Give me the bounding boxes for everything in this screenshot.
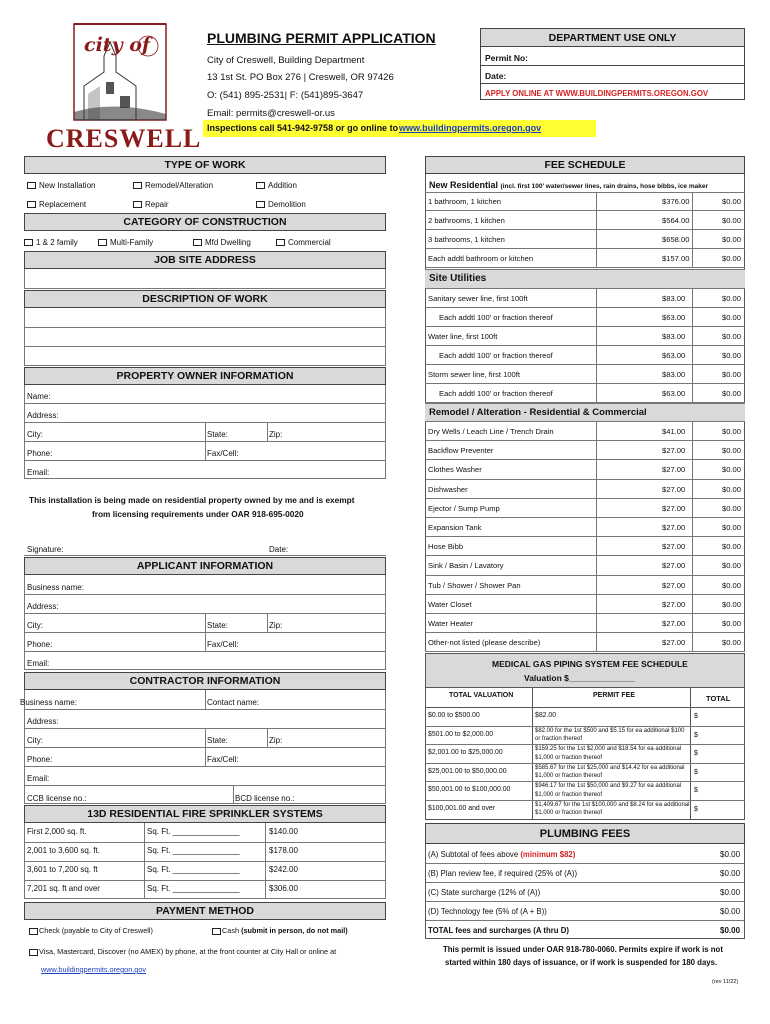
fee-total[interactable]: $0.00	[722, 465, 742, 475]
page-title: PLUMBING PERMIT APPLICATION	[207, 30, 436, 46]
fee-total[interactable]: $0.00	[722, 351, 742, 360]
owner-fax-field[interactable]: Fax/Cell:	[207, 449, 239, 458]
fee-total[interactable]: $0.00	[722, 446, 742, 456]
fee-amount: $27.00	[662, 561, 686, 571]
opt-commercial[interactable]: Commercial	[276, 238, 331, 247]
sprinkler-sqft-input[interactable]: Sq. Ft. _______________	[147, 827, 240, 836]
fee-amount: $564.00	[662, 216, 690, 225]
fee-row	[425, 441, 745, 460]
contractor-zip-field[interactable]: Zip:	[269, 736, 283, 745]
fee-row	[425, 556, 745, 575]
sprinkler-sqft-input[interactable]: Sq. Ft. _______________	[147, 865, 240, 874]
contractor-ccb-field[interactable]: CCB license no.:	[27, 794, 87, 803]
fee-row	[425, 518, 745, 537]
fee-row	[425, 308, 745, 327]
medgas-col-total: TOTAL	[706, 694, 731, 703]
permit-expiry-note-1: This permit is issued under OAR 918-780-0060. Permits expire if work is not	[443, 945, 723, 954]
fee-amount: $27.00	[662, 542, 686, 552]
sprinkler-sqft-input[interactable]: Sq. Ft. _______________	[147, 846, 240, 855]
owner-zip-field[interactable]: Zip:	[269, 430, 283, 439]
medgas-range: $2,001.00 to $25,000.00	[428, 749, 503, 756]
fee-label: Water line, first 100ft	[428, 332, 498, 341]
fee-label: 2 bathrooms, 1 kitchen	[428, 216, 505, 225]
fee-total[interactable]: $0.00	[722, 523, 742, 532]
fee-total[interactable]: $0.00	[722, 294, 742, 303]
contractor-bcd-field[interactable]: BCD license no.:	[235, 794, 295, 803]
fee-row	[425, 499, 745, 518]
checkbox-icon[interactable]	[256, 182, 265, 189]
medgas-range: $501.00 to $2,000.00	[428, 730, 494, 738]
contractor-business-field[interactable]: Business name:	[20, 698, 77, 707]
fee-amount: $83.00	[662, 370, 686, 379]
pay-cash-option[interactable]: Cash (submit in person, do not mail)	[212, 926, 348, 935]
fee-total[interactable]: $0.00	[722, 313, 742, 322]
fee-total[interactable]: $0.00	[722, 580, 742, 590]
org-name: City of Creswell, Building Department	[207, 55, 365, 66]
medgas-total[interactable]: $	[694, 713, 698, 720]
contractor-city-field[interactable]: City:	[27, 736, 43, 745]
applicant-zip-field[interactable]: Zip:	[269, 621, 283, 630]
fee-label: Each addtl 100' or fraction thereof	[439, 313, 553, 322]
medgas-range: $0.00 to $500.00	[428, 712, 480, 719]
fee-label: Expansion Tank	[428, 523, 482, 532]
fee-amount: $376.00	[662, 197, 690, 206]
applicant-header: APPLICANT INFORMATION	[24, 557, 386, 575]
fee-row	[425, 480, 745, 499]
opt-remodel[interactable]: Remodel/Alteration	[133, 181, 213, 190]
contractor-phone-field[interactable]: Phone:	[27, 755, 53, 764]
pay-check-option[interactable]: Check (payable to City of Creswell)	[29, 926, 153, 935]
owner-signature-field[interactable]: Signature:	[27, 545, 64, 554]
fee-row	[425, 289, 745, 308]
fee-label: Each addtl 100' or fraction thereof	[439, 389, 553, 398]
contractor-email-field[interactable]: Email:	[27, 774, 50, 783]
medgas-total[interactable]: $	[694, 787, 698, 794]
site-utilities-title: Site Utilities	[429, 273, 487, 284]
fee-label: Each addtl bathroom or kitchen	[428, 254, 534, 263]
fee-row	[425, 211, 745, 230]
medgas-title: MEDICAL GAS PIPING SYSTEM FEE SCHEDULE	[492, 659, 688, 669]
fee-a-total: $0.00	[720, 850, 741, 859]
fee-row	[425, 249, 745, 268]
fee-total[interactable]: $0.00	[722, 389, 742, 398]
fee-c-label: (C) State surcharge (12% of (A))	[428, 888, 541, 897]
checkbox-icon[interactable]	[276, 239, 285, 246]
fee-total[interactable]: $0.00	[722, 484, 742, 494]
medgas-header	[425, 653, 745, 688]
medgas-range: $100,001.00 and over	[428, 804, 496, 812]
fee-b-total: $0.00	[720, 869, 741, 878]
fee-row	[425, 537, 745, 556]
medgas-row	[425, 727, 745, 746]
inspections-link[interactable]: www.buildingpermits.oregon.gov	[399, 123, 542, 133]
fee-amount: $83.00	[662, 294, 686, 303]
medgas-row	[425, 745, 745, 764]
plumbing-fees-header: PLUMBING FEES	[425, 823, 745, 844]
fee-label: Other-not listed (please describe)	[428, 638, 541, 648]
fee-total[interactable]: $0.00	[722, 561, 742, 571]
medgas-fee: $585.67 for the 1st $25,000 and $14.42 for ea additional $1,000 or fraction thereof	[535, 764, 685, 780]
medgas-row	[425, 708, 745, 727]
fee-label: Sanitary sewer line, first 100ft	[428, 294, 528, 303]
exempt-statement-1: This installation is being made on residential property owned by me and is exempt	[29, 495, 355, 505]
inspections-text: Inspections call 541-942-9758 or go online to	[207, 123, 399, 133]
fee-d-label: (D) Technology fee (5% of (A + B))	[428, 907, 547, 916]
fee-row	[425, 422, 745, 441]
fee-total-label: TOTAL fees and surcharges (A thru D)	[428, 926, 569, 935]
org-phone: O: (541) 895-2531| F: (541)895-3647	[207, 90, 364, 101]
owner-signature-date[interactable]: Date:	[269, 545, 289, 554]
site-utilities-bar	[425, 269, 745, 289]
checkbox-icon[interactable]	[29, 928, 38, 935]
fee-label: Backflow Preventer	[428, 446, 494, 456]
remodel-title: Remodel / Alteration - Residential & Commercial	[429, 407, 647, 418]
sprinkler-fee: $140.00	[269, 827, 298, 836]
fee-total[interactable]: $0.00	[722, 542, 742, 552]
applicant-email-field[interactable]: Email:	[27, 659, 50, 668]
permit-expiry-note-2: started within 180 days of issuance, or if work is suspended for 180 days.	[445, 958, 718, 967]
checkbox-icon[interactable]	[193, 239, 202, 246]
opt-addition[interactable]: Addition	[256, 181, 297, 190]
logo-creswell: CRESWELL	[46, 124, 202, 153]
contractor-state-field[interactable]: State:	[207, 736, 228, 745]
fee-label: 3 bathrooms, 1 kitchen	[428, 235, 505, 244]
logo-city-of: city of	[84, 34, 151, 56]
description-field[interactable]	[24, 308, 386, 366]
checkbox-icon[interactable]	[256, 201, 265, 208]
job-site-field[interactable]	[24, 269, 386, 289]
fee-total[interactable]: $0.00	[722, 235, 742, 244]
org-email: Email: permits@creswell-or.us	[207, 108, 335, 119]
sprinkler-range: 2,001 to 3,600 sq. ft.	[27, 846, 100, 855]
medgas-valuation-field[interactable]: Valuation $______________	[524, 673, 636, 683]
fee-row	[425, 614, 745, 633]
fee-row	[425, 576, 745, 595]
checkbox-icon[interactable]	[29, 949, 38, 956]
fee-row	[425, 633, 745, 652]
fee-total-value: $0.00	[720, 926, 741, 935]
contractor-address-field[interactable]: Address:	[27, 717, 59, 726]
fee-d-total: $0.00	[720, 907, 741, 916]
permit-no-field[interactable]: Permit No:	[485, 53, 528, 63]
dept-use-box	[480, 28, 745, 100]
fee-amount: $27.00	[662, 465, 686, 475]
fee-label: Water Heater	[428, 619, 473, 628]
category-header: CATEGORY OF CONSTRUCTION	[24, 213, 386, 231]
revision-note: (rev 11/22)	[712, 979, 739, 985]
fee-row	[425, 460, 745, 479]
fee-label: Sink / Basin / Lavatory	[428, 561, 504, 571]
opt-multi-family[interactable]: Multi-Family	[98, 238, 153, 247]
opt-replacement[interactable]: Replacement	[27, 200, 86, 209]
fee-amount: $27.00	[662, 503, 686, 513]
contractor-header: CONTRACTOR INFORMATION	[24, 672, 386, 690]
sprinkler-fee: $178.00	[269, 846, 298, 855]
owner-phone-field[interactable]: Phone:	[27, 449, 53, 458]
medgas-fee: $159.25 for the 1st $2,000 and $18.54 for ea additional $1,000 or fraction thereof	[535, 746, 682, 761]
description-header: DESCRIPTION OF WORK	[24, 290, 386, 308]
medgas-range: $50,001.00 to $100,000.00	[428, 786, 511, 793]
fee-total[interactable]: $0.00	[722, 427, 742, 436]
fee-row	[425, 365, 745, 384]
medgas-fee: $946.17 for the 1st $50,000 and $9.27 for ea additional $1,000 or fraction thereof	[535, 783, 682, 798]
medgas-total[interactable]: $	[694, 750, 698, 757]
medgas-fee: $82.00 for the 1st $500 and $5.15 for ea additional $100 or fraction thereof	[535, 727, 685, 743]
fee-c-total: $0.00	[720, 888, 741, 897]
fee-amount: $27.00	[662, 638, 686, 648]
medgas-fee: $82.00	[535, 712, 557, 719]
fee-amount: $83.00	[662, 332, 686, 341]
applicant-city-field[interactable]: City:	[27, 621, 43, 630]
job-site-header: JOB SITE ADDRESS	[24, 251, 386, 269]
contractor-contact-field[interactable]: Contact name:	[207, 698, 260, 707]
fee-amount: $27.00	[662, 619, 686, 628]
medgas-row	[425, 782, 745, 801]
opt-demolition[interactable]: Demolition	[256, 200, 306, 209]
applicant-fax-field[interactable]: Fax/Cell:	[207, 640, 239, 649]
contractor-block	[24, 690, 386, 804]
type-of-work-header: TYPE OF WORK	[24, 156, 386, 174]
checkbox-icon[interactable]	[27, 182, 36, 189]
applicant-state-field[interactable]: State:	[207, 621, 228, 630]
checkbox-icon[interactable]	[27, 201, 36, 208]
owner-email-field[interactable]: Email:	[27, 468, 50, 477]
applicant-address-field[interactable]: Address:	[27, 602, 59, 611]
owner-block	[24, 385, 386, 479]
applicant-phone-field[interactable]: Phone:	[27, 640, 53, 649]
fee-label: Water Closet	[428, 599, 472, 609]
fee-label: Dishwasher	[428, 484, 468, 494]
fee-amount: $27.00	[662, 599, 686, 609]
pay-card-option[interactable]: Visa, Mastercard, Discover (no AMEX) by phone, at the front counter at City Hall or online at	[29, 947, 336, 956]
fee-label: Each addtl 100' or fraction thereof	[439, 351, 553, 360]
fee-label: 1 bathroom, 1 kitchen	[428, 197, 502, 206]
fee-amount: $63.00	[662, 351, 686, 360]
sprinkler-fee: $306.00	[269, 884, 298, 893]
medgas-total[interactable]: $	[694, 805, 698, 813]
fee-amount: $27.00	[662, 580, 686, 590]
apply-online-text: APPLY ONLINE AT WWW.BUILDINGPERMITS.OREGON.GOV	[485, 89, 709, 98]
opt-mfd-dwelling[interactable]: Mfd Dwelling	[193, 238, 251, 247]
sprinkler-fee: $242.00	[269, 865, 298, 874]
checkbox-icon[interactable]	[98, 239, 107, 246]
fee-row	[425, 327, 745, 346]
medgas-total[interactable]: $	[694, 768, 698, 776]
fee-amount: $157.00	[662, 254, 690, 263]
fee-label: Dry Wells / Leach Line / Trench Drain	[428, 427, 554, 436]
fee-amount: $27.00	[662, 446, 686, 456]
owner-name-field[interactable]: Name:	[27, 392, 51, 401]
date-field[interactable]: Date:	[485, 71, 507, 81]
fee-a-label: (A) Subtotal of fees above (minimum $82)	[428, 850, 576, 859]
fee-label: Storm sewer line, first 100ft	[428, 370, 521, 379]
owner-city-field[interactable]: City:	[27, 430, 43, 439]
opt-repair[interactable]: Repair	[133, 200, 169, 209]
medgas-fee: $1,409.67 for the 1st $100,000 and $8.24 for ea additional $1,000 or fraction thereof	[535, 801, 690, 817]
fee-total[interactable]: $0.00	[722, 197, 742, 206]
medgas-col-fee: PERMIT FEE	[593, 692, 636, 699]
fee-total[interactable]: $0.00	[722, 254, 742, 263]
fee-row	[425, 595, 745, 614]
pay-online-link[interactable]: www.buildingpermits.oregon.gov	[41, 965, 147, 974]
owner-state-field[interactable]: State:	[207, 430, 228, 439]
fee-b-label: (B) Plan review fee, if required (25% of (A))	[428, 869, 578, 878]
fee-total[interactable]: $0.00	[722, 599, 742, 609]
fee-total[interactable]: $0.00	[722, 503, 742, 513]
fee-total[interactable]: $0.00	[722, 370, 742, 379]
owner-header: PROPERTY OWNER INFORMATION	[24, 367, 386, 385]
fee-amount: $63.00	[662, 389, 686, 398]
dept-use-title: DEPARTMENT USE ONLY	[481, 29, 744, 47]
payment-header: PAYMENT METHOD	[24, 902, 386, 920]
contractor-fax-field[interactable]: Fax/Cell:	[207, 755, 239, 764]
city-logo	[44, 16, 202, 154]
fee-amount: $41.00	[662, 427, 686, 436]
fee-total[interactable]: $0.00	[722, 638, 742, 648]
fee-amount: $63.00	[662, 313, 686, 322]
medgas-col-valuation: TOTAL VALUATION	[449, 692, 514, 699]
fee-schedule-header: FEE SCHEDULE	[425, 156, 745, 174]
fee-amount: $27.00	[662, 523, 686, 532]
checkbox-icon[interactable]	[133, 201, 142, 208]
medgas-row	[425, 801, 745, 820]
applicant-business-field[interactable]: Business name:	[27, 583, 84, 592]
opt-1-2-family[interactable]: 1 & 2 family	[24, 238, 78, 247]
owner-address-field[interactable]: Address:	[27, 411, 59, 420]
inspections-banner	[203, 120, 596, 137]
medgas-range: $25,001.00 to $50,000.00	[428, 767, 507, 775]
fee-row	[425, 384, 745, 403]
checkbox-icon[interactable]	[24, 239, 33, 246]
exempt-statement-2: from licensing requirements under OAR 918-695-0020	[92, 509, 304, 519]
opt-new-installation[interactable]: New Installation	[27, 181, 95, 190]
fee-amount: $27.00	[662, 484, 686, 494]
sprinkler-range: First 2,000 sq. ft.	[27, 827, 87, 836]
new-residential-title: New Residential (incl. first 100' water/sewer lines, rain drains, hose bibbs, ice maker	[429, 180, 709, 190]
fee-label: Hose Bibb	[428, 542, 464, 552]
fee-total[interactable]: $0.00	[722, 216, 742, 225]
sprinkler-sqft-input[interactable]: Sq. Ft. _______________	[147, 884, 240, 893]
medgas-total[interactable]: $	[694, 731, 698, 739]
fee-amount: $658.00	[662, 235, 690, 244]
fee-row	[425, 346, 745, 365]
fee-label: Ejector / Sump Pump	[428, 503, 500, 513]
fee-row	[425, 230, 745, 249]
medgas-row	[425, 764, 745, 783]
fee-total[interactable]: $0.00	[722, 332, 742, 341]
sprinkler-range: 3,601 to 7,200 sq. ft	[27, 865, 98, 874]
sprinkler-range: 7,201 sq. ft and over	[27, 884, 100, 893]
remodel-bar	[425, 403, 745, 422]
fee-row	[425, 192, 745, 211]
fee-total[interactable]: $0.00	[722, 619, 742, 628]
org-address: 13 1st St. PO Box 276 | Creswell, OR 97426	[207, 72, 394, 83]
checkbox-icon[interactable]	[133, 182, 142, 189]
sprinkler-header: 13D RESIDENTIAL FIRE SPRINKLER SYSTEMS	[24, 805, 386, 823]
checkbox-icon[interactable]	[212, 928, 221, 935]
fee-label: Tub / Shower / Shower Pan	[428, 580, 521, 590]
fee-label: Clothes Washer	[428, 465, 482, 475]
